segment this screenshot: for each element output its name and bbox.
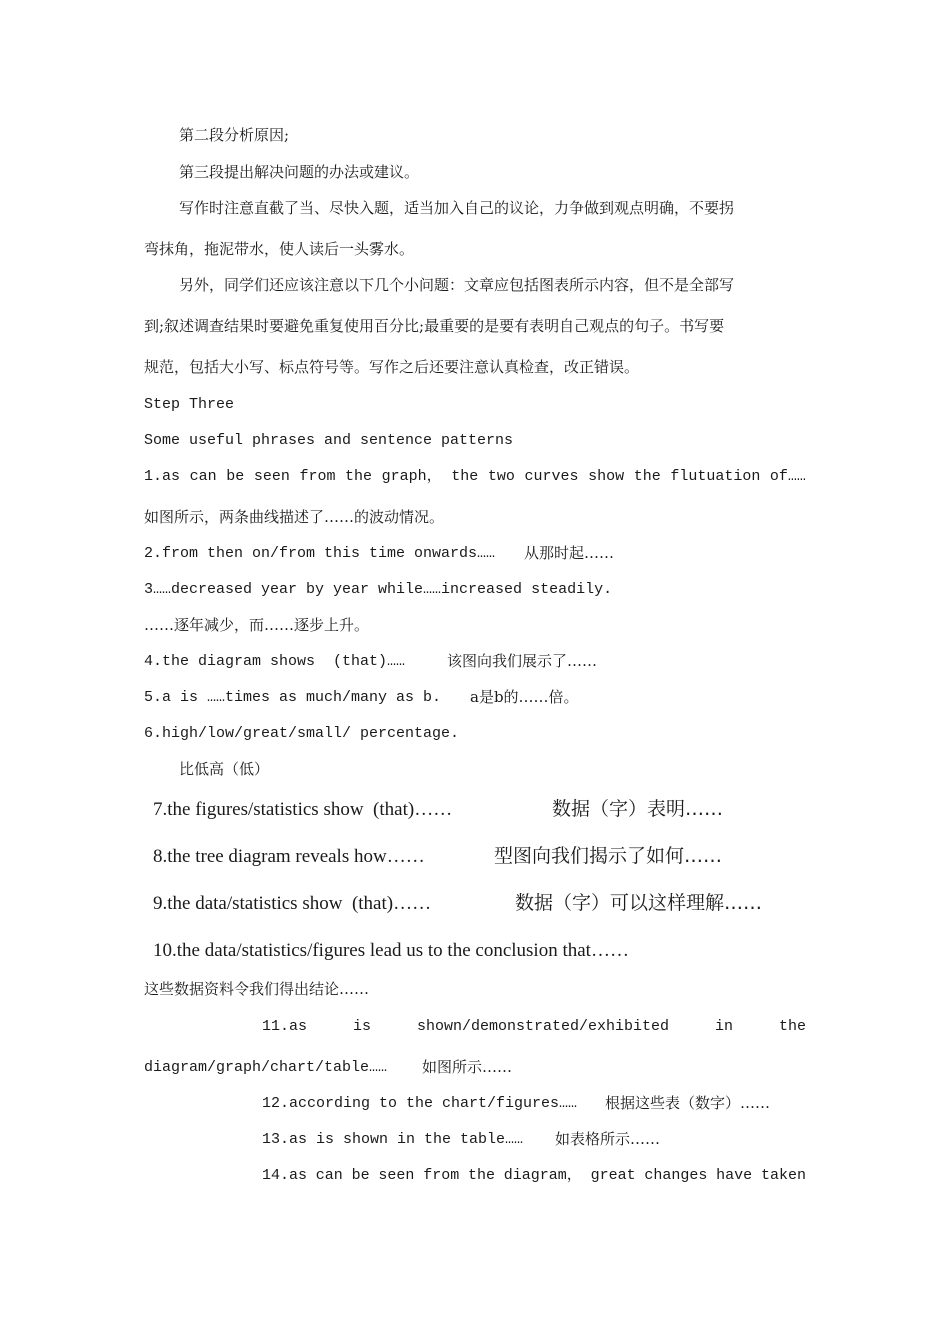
word: from	[423, 1167, 460, 1184]
word: two	[487, 468, 515, 485]
word: seen	[378, 1167, 415, 1184]
word: the	[467, 1167, 495, 1184]
word: taken	[760, 1167, 806, 1184]
paragraph-3-note: 第三段提出解决问题的办法或建议。	[179, 163, 420, 181]
phrase-11-chinese: 如图所示……	[422, 1058, 513, 1076]
phrase-6-chinese: 比低高（低）	[179, 760, 270, 778]
phrase-5-english: 5.a is ……times as much/many as b.	[144, 689, 442, 706]
phrase-5-chinese: a是b的……倍。	[470, 688, 579, 706]
word: from	[299, 468, 336, 485]
word: 1.as	[144, 468, 181, 485]
extra-tips-line-3: 规范，包括大小写、标点符号等。写作之后还要注意认真检查，改正错误。	[144, 358, 640, 376]
section-subtitle: Some useful phrases and sentence patterns	[144, 432, 514, 449]
phrase-3-chinese: ……逐年减少，而……逐步上升。	[144, 616, 370, 634]
phrase-10-chinese: 这些数据资料令我们得出结论……	[144, 980, 370, 998]
phrase-6-english: 6.high/low/great/small/ percentage.	[144, 725, 460, 742]
word: have	[716, 1167, 753, 1184]
writing-tip-line-1: 写作时注意直截了当、尽快入题，适当加入自己的议论，力争做到观点明确，不要拐	[179, 199, 735, 217]
word: can	[189, 468, 217, 485]
writing-tip-line-2: 弯抹角，拖泥带水，使人读后一头雾水。	[144, 240, 415, 258]
word: in	[714, 1018, 733, 1035]
word: great	[590, 1167, 636, 1184]
word: 14.as	[262, 1167, 308, 1184]
word: the	[778, 1018, 806, 1035]
word: the	[345, 468, 373, 485]
word: the	[451, 468, 479, 485]
paragraph-2-note: 第二段分析原因;	[179, 126, 290, 144]
word: the	[633, 468, 661, 485]
phrase-3-english: 3……decreased year by year while……increased steadily.	[144, 581, 613, 598]
phrase-10-english: 10.the data/statistics/figures lead us to the conclusion that……	[153, 940, 629, 961]
phrase-12-chinese: 根据这些表（数字）……	[605, 1094, 771, 1112]
phrase-4-english: 4.the diagram shows (that)……	[144, 653, 406, 670]
phrase-13-english: 13.as is shown in the table……	[262, 1131, 524, 1148]
phrase-4-chinese: 该图向我们展示了……	[447, 652, 598, 670]
phrase-11-english-line-1	[262, 1019, 806, 1034]
word: show	[588, 468, 625, 485]
word: flutuation	[670, 468, 761, 485]
extra-tips-line-1: 另外，同学们还应该注意以下几个小问题：文章应包括图表所示内容，但不是全部写	[179, 276, 735, 294]
word: diagram，	[503, 1167, 582, 1184]
phrase-13-chinese: 如表格所示……	[555, 1130, 661, 1148]
phrase-7-english: 7.the figures/statistics show (that)……	[153, 799, 453, 820]
phrase-11-english-line-2: diagram/graph/chart/table……	[144, 1059, 388, 1076]
phrase-1-chinese: 如图所示，两条曲线描述了……的波动情况。	[144, 508, 445, 526]
word: curves	[524, 468, 579, 485]
phrase-8-chinese: 型图向我们揭示了如何……	[494, 845, 723, 867]
phrase-2-chinese: 从那时起……	[524, 544, 615, 562]
word: shown/demonstrated/exhibited	[416, 1018, 670, 1035]
phrase-1-english	[144, 469, 806, 484]
phrase-8-english: 8.the tree diagram reveals how……	[153, 846, 425, 867]
word: changes	[644, 1167, 708, 1184]
phrase-14-english	[262, 1168, 806, 1183]
extra-tips-line-2: 到;叙述调查结果时要避免重复使用百分比;最重要的是要有表明自己观点的句子。书写要	[144, 317, 725, 335]
word: be	[226, 468, 245, 485]
phrase-7-chinese: 数据（字）表明……	[552, 798, 724, 820]
word: of……	[769, 468, 806, 485]
word: be	[351, 1167, 370, 1184]
word: can	[315, 1167, 343, 1184]
phrase-9-chinese: 数据（字）可以这样理解……	[515, 892, 763, 914]
phrase-9-english: 9.the data/statistics show (that)……	[153, 893, 432, 914]
phrase-2-english: 2.from then on/from this time onwards……	[144, 545, 496, 562]
word: seen	[253, 468, 290, 485]
phrase-12-english: 12.according to the chart/figures……	[262, 1095, 578, 1112]
word: 11.as	[262, 1018, 308, 1035]
word: graph，	[381, 468, 442, 485]
step-heading: Step Three	[144, 396, 235, 413]
word: is	[352, 1018, 371, 1035]
